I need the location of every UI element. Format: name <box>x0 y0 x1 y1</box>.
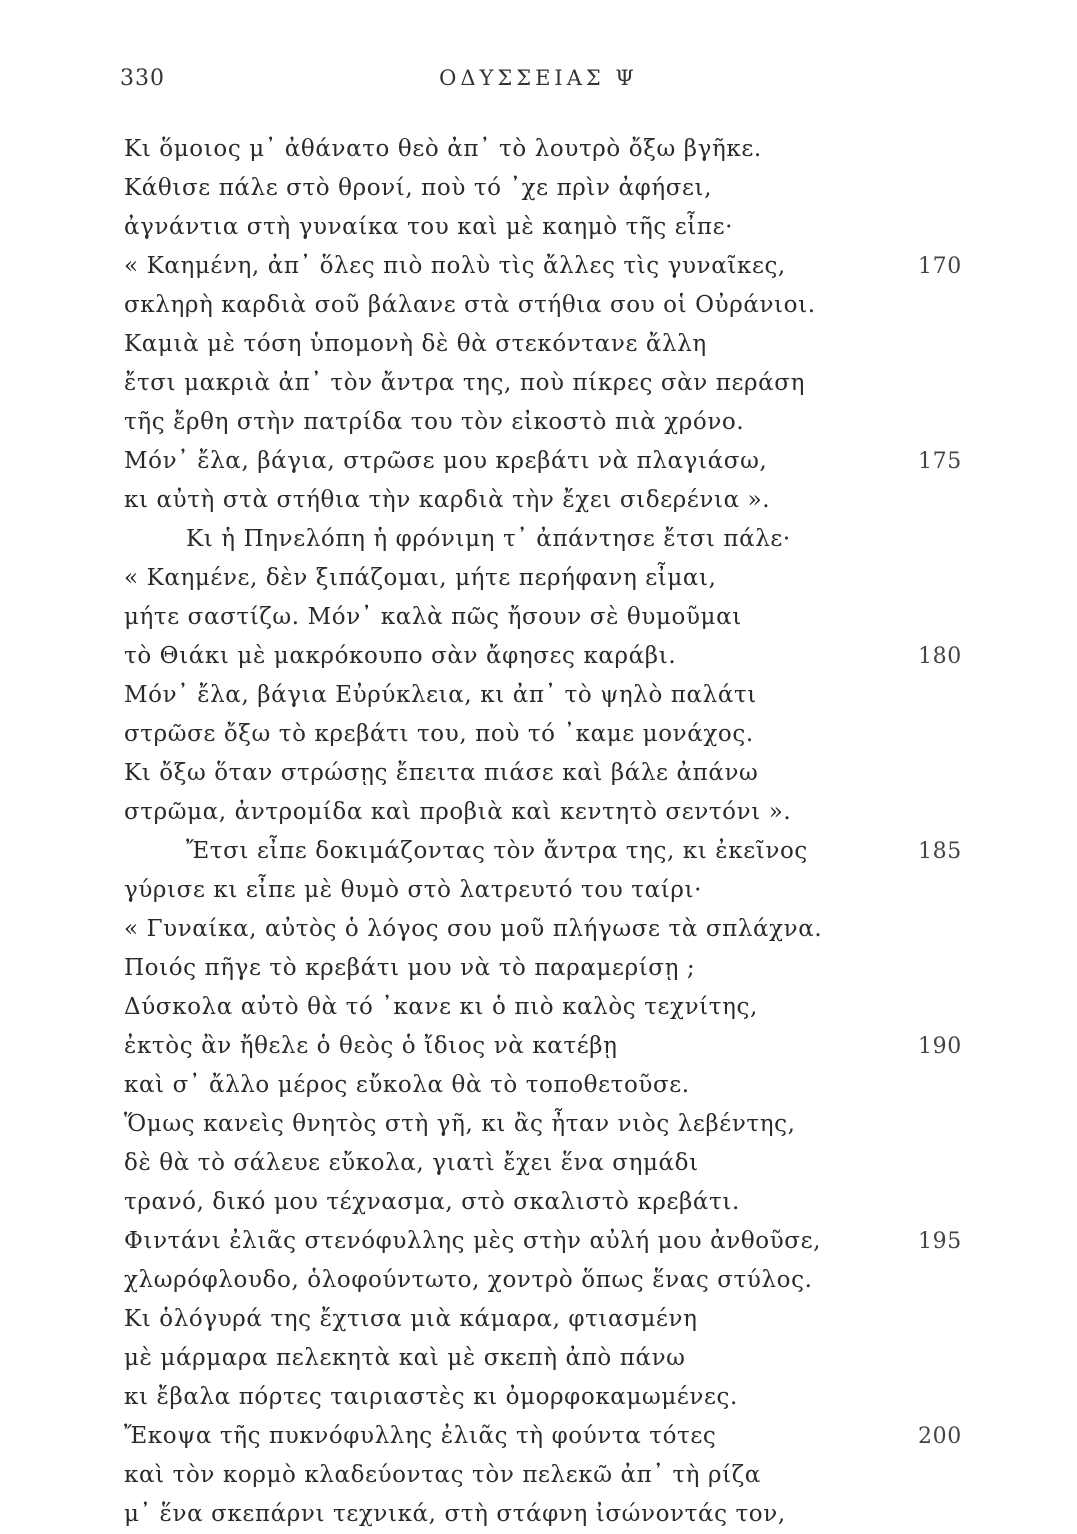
verse-text: Κι ὁλόγυρά της ἔχτισα μιὰ κάμαρα, φτιασμένη <box>124 1306 698 1332</box>
verse-text: « Καημένη, ἀπ᾽ ὅλες πιὸ πολὺ τὶς ἄλλες τὶς γυναῖκες, <box>124 253 786 279</box>
verse-text: καὶ σ᾽ ἄλλο μέρος εὔκολα θὰ τὸ τοποθετοῦσε. <box>124 1072 690 1098</box>
verse-line <box>124 754 844 793</box>
verse-line <box>124 364 844 403</box>
verse-text: Κάθισε πάλε στὸ θρονί, ποὺ τό ᾽χε πρὶν ἀφήσει, <box>124 175 713 201</box>
verse-text: Μόν᾽ ἔλα, βάγια, στρῶσε μου κρεβάτι νὰ πλαγιάσω, <box>124 448 768 474</box>
verse-text: δὲ θὰ τὸ σάλευε εὔκολα, γιατὶ ἔχει ἕνα σημάδι <box>124 1150 699 1176</box>
verse-line <box>124 1183 844 1222</box>
verse-text: σκληρὴ καρδιὰ σοῦ βάλανε στὰ στήθια σου οἱ Οὐράνιοι. <box>124 292 816 318</box>
verse-text: χλωρόφλουδο, ὁλοφούντωτο, χοντρὸ ὅπως ἕνας στύλος. <box>124 1267 813 1293</box>
verse-text: Ἔκοψα τῆς πυκνόφυλλης ἐλιᾶς τὴ φούντα τότες <box>124 1423 717 1449</box>
line-number: 180 <box>918 644 962 669</box>
verse-text: « Γυναίκα, αὐτὸς ὁ λόγος σου μοῦ πλήγωσε τὰ σπλάχνα. <box>124 916 823 942</box>
line-number: 190 <box>918 1034 962 1059</box>
page-number: 330 <box>120 66 165 91</box>
line-number: 175 <box>918 449 962 474</box>
verse-line <box>124 1456 844 1495</box>
verse-line <box>124 247 962 286</box>
verse-text: στρῶμα, ἀντρομίδα καὶ προβιὰ καὶ κεντητὸ σεντόνι ». <box>124 799 792 825</box>
verse-line <box>124 598 844 637</box>
verse-text: κι ἔβαλα πόρτες ταιριαστὲς κι ὀμορφοκαμωμένες. <box>124 1384 738 1410</box>
verse-text: Δύσκολα αὐτὸ θὰ τό ᾽κανε κι ὁ πιὸ καλὸς τεχνίτης, <box>124 994 758 1020</box>
verse-line <box>124 1027 962 1066</box>
verse-line <box>124 1300 844 1339</box>
verse-line <box>124 286 844 325</box>
verse-line <box>124 910 844 949</box>
verse-line <box>124 520 844 559</box>
verse-text: γύρισε κι εἶπε μὲ θυμὸ στὸ λατρευτό του ταίρι· <box>124 877 703 903</box>
verse-text: μήτε σαστίζω. Μόν᾽ καλὰ πῶς ἤσουν σὲ θυμοῦμαι <box>124 604 742 630</box>
verse-line <box>124 403 844 442</box>
verse-text: κι αὐτὴ στὰ στήθια τὴν καρδιὰ τὴν ἔχει σιδερένια ». <box>124 487 771 513</box>
verse-line <box>124 715 844 754</box>
verse-line <box>124 559 844 598</box>
verse-text: Ποιός πῆγε τὸ κρεβάτι μου νὰ τὸ παραμερίσῃ ; <box>124 955 696 981</box>
verse-line <box>124 325 844 364</box>
verse-block <box>124 130 962 1534</box>
verse-text: ἐκτὸς ἂν ἤθελε ὁ θεὸς ὁ ἴδιος νὰ κατέβῃ <box>124 1033 618 1059</box>
verse-text: ἔτσι μακριὰ ἀπ᾽ τὸν ἄντρα της, ποὺ πίκρες σὰν περάση <box>124 370 805 396</box>
verse-text: Ἔτσι εἶπε δοκιμάζοντας τὸν ἄντρα της, κι ἐκεῖνος <box>186 838 808 864</box>
verse-line <box>124 169 844 208</box>
line-number: 170 <box>918 254 962 279</box>
verse-line <box>124 1222 962 1261</box>
verse-line <box>124 1417 962 1456</box>
verse-text: τῆς ἔρθη στὴν πατρίδα του τὸν εἰκοστὸ πιὰ χρόνο. <box>124 409 745 435</box>
verse-text: Κι ἡ Πηνελόπη ἡ φρόνιμη τ᾽ ἀπάντησε ἔτσι πάλε· <box>186 526 791 552</box>
verse-text: Μόν᾽ ἔλα, βάγια Εὐρύκλεια, κι ἀπ᾽ τὸ ψηλὸ παλάτι <box>124 682 757 708</box>
line-number: 185 <box>918 839 962 864</box>
line-number: 200 <box>918 1424 962 1449</box>
verse-line <box>124 1495 844 1534</box>
verse-text: « Καημένε, δὲν ξιπάζομαι, μήτε περήφανη εἶμαι, <box>124 565 717 591</box>
verse-line <box>124 832 962 871</box>
line-number: 195 <box>918 1229 962 1254</box>
verse-line <box>124 871 844 910</box>
verse-line <box>124 676 844 715</box>
verse-line <box>124 988 844 1027</box>
verse-line <box>124 637 962 676</box>
verse-line <box>124 481 844 520</box>
verse-line <box>124 1339 844 1378</box>
verse-line <box>124 793 844 832</box>
verse-text: τὸ Θιάκι μὲ μακρόκουπο σὰν ἄφησες καράβι. <box>124 643 677 669</box>
verse-line <box>124 130 844 169</box>
verse-text: μὲ μάρμαρα πελεκητὰ καὶ μὲ σκεπὴ ἀπὸ πάνω <box>124 1345 686 1371</box>
verse-text: Καμιὰ μὲ τόση ὑπομονὴ δὲ θὰ στεκόντανε ἄλλη <box>124 331 707 357</box>
verse-text: καὶ τὸν κορμὸ κλαδεύοντας τὸν πελεκῶ ἀπ᾽ τὴ ρίζα <box>124 1462 761 1488</box>
running-head-title: ΟΔΥΣΣΕΙΑΣ Ψ <box>439 66 638 90</box>
verse-line <box>124 208 844 247</box>
verse-text: Κι ὅμοιος μ᾽ ἀθάνατο θεὸ ἀπ᾽ τὸ λουτρὸ ὄξω βγῆκε. <box>124 136 762 162</box>
verse-line <box>124 1261 844 1300</box>
verse-text: στρῶσε ὄξω τὸ κρεβάτι του, ποὺ τό ᾽καμε μονάχος. <box>124 721 754 747</box>
verse-line <box>124 442 962 481</box>
verse-text: μ᾽ ἕνα σκεπάρνι τεχνικά, στὴ στάφνη ἰσώνοντάς τον, <box>124 1501 786 1527</box>
verse-line <box>124 1105 844 1144</box>
verse-line <box>124 1144 844 1183</box>
verse-line <box>124 949 844 988</box>
verse-text: Ὅμως κανεὶς θνητὸς στὴ γῆ, κι ἂς ἦταν νιὸς λεβέντης, <box>124 1111 796 1137</box>
verse-text: Κι ὄξω ὅταν στρώσῃς ἔπειτα πιάσε καὶ βάλε ἀπάνω <box>124 760 759 786</box>
verse-text: Φιντάνι ἐλιᾶς στενόφυλλης μὲς στὴν αὐλή μου ἀνθοῦσε, <box>124 1228 822 1254</box>
verse-text: ἀγνάντια στὴ γυναίκα του καὶ μὲ καημὸ τῆς εἶπε· <box>124 214 734 240</box>
verse-line <box>124 1378 844 1417</box>
verse-text: τρανό, δικό μου τέχνασμα, στὸ σκαλιστὸ κρεβάτι. <box>124 1189 740 1215</box>
verse-line <box>124 1066 844 1105</box>
